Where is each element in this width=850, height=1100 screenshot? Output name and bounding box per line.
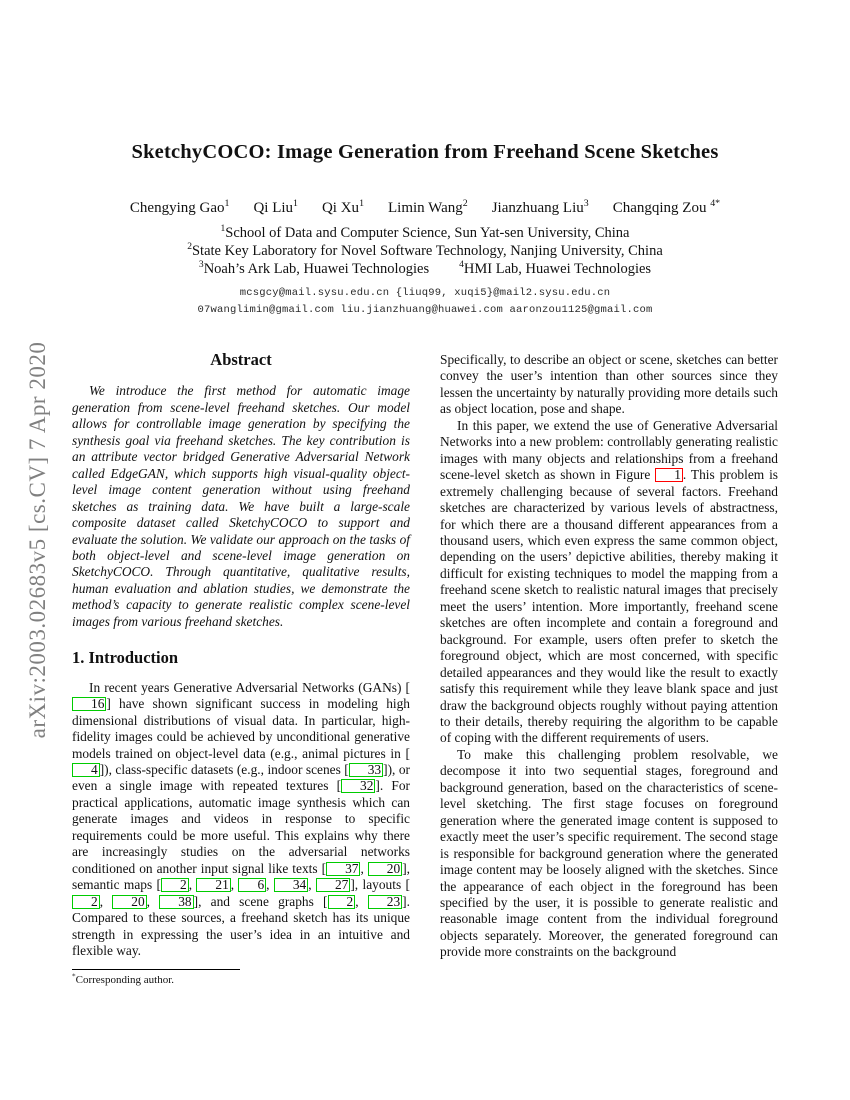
section-heading-introduction: 1. Introduction — [72, 648, 179, 668]
body-paragraph: Specifically, to describe an object or scene, sketches can better convey the user’s intention than other sources since they lessen the uncertainty by naturally providing more details such as object location, pose and shape. — [440, 352, 778, 417]
author-list — [0, 200, 850, 217]
citation-link[interactable]: 23 — [368, 895, 402, 909]
email-line: mcsgcy@mail.sysu.edu.cn {liuq99, xuqi5}@mail2.sysu.edu.cn — [239, 287, 611, 299]
citation-link[interactable]: 21 — [196, 878, 230, 892]
citation-link[interactable]: 6 — [238, 878, 266, 892]
introduction-paragraph: In recent years Generative Adversarial Networks (GANs) [16 ] have shown significant success in modeling high dimensional distributions of visual data. In particular, high-fidelity images could be achieved by unconditional generative models trained on object-level data (e.g., animal pictures in [4 ]), class-specific datasets (e.g., indoor scenes [ 33 ]), or even a single image with repeated textures [ 32 ]. For practical applications, automatic image synthesis which can generate images and videos in response to specific requirements could be more useful. This explains why there are increasingly studies on the adversarial networks conditioned on another input signal like texts [ 37 , 20 ], semantic maps [ 2 , 21 , 6 , 34 , 27 ], layouts [2 , 20 , 38 ], and scene graphs [ 2 , 23 ]. Compared to these sources, a freehand sketch has its unique strength in expressing the user’s idea in an intuitive and flexible way. — [72, 679, 411, 958]
abstract-text: We introduce the first method for automatic image generation from scene-level freehand sketches. Our model allows for controllable image generation by specifying the synthesis goal via freehand sketches. The key contribution is an attribute vector bridged Generative Adversarial Network called EdgeGAN, which supports high visual-quality object-level image content generation without using freehand sketches as training data. We have built a large-scale composite dataset called SketchyCOCO to support and evaluate the solution. We validate our approach on the tasks of both object-level and scene-level image generation on SketchyCOCO. Through quantitative, qualitative results, human evaluation and ablation studies, we demonstrate the method’s capacity to generate realistic complex scene-level images from various freehand sketches. — [72, 383, 410, 629]
citation-link[interactable]: 34 — [274, 878, 308, 892]
citation-link[interactable]: 2 — [161, 878, 189, 892]
citation-link[interactable]: 20 — [368, 862, 402, 876]
footnote-corresponding-author — [72, 974, 410, 986]
citation-link[interactable]: 2 — [328, 895, 356, 909]
affiliation: $^1$School of Data and Computer Science, Sun Yat-sen University, China — [220, 223, 630, 241]
affiliation: $^3$Noah’s Ark Lab, Huawei Technologies — [198, 259, 430, 277]
right-column — [440, 352, 778, 961]
affiliation-line — [0, 242, 850, 260]
citation-link[interactable]: 38 — [159, 895, 193, 909]
citation-link[interactable]: 20 — [112, 895, 146, 909]
citation-link[interactable]: 4 — [72, 763, 100, 777]
affiliation-line — [0, 260, 850, 278]
footnote-label: Corresponding author. — [75, 974, 175, 986]
body-paragraph: To make this challenging problem resolvable, we decompose it into two sequential stages, foreground and background generation, based on the characteristics of scene-level sketching. The first stage focuses on foreground generation where the generated image content is supposed to exactly meet the user’s specific requirement. The second stage is responsible for background generation where the generated image content may be loosely aligned with the sketches. Since the appearance of each object in the foreground has been specified by the user, it is possible to generate realistic and reasonable image content from the individual foreground objects separately. Moreover, the generated foreground can provide more constraints on the background — [440, 746, 778, 960]
left-column — [72, 352, 410, 959]
citation-link[interactable]: 37 — [326, 862, 360, 876]
affiliation-line — [0, 224, 850, 242]
author-name: Qi Liu$^1$ — [253, 198, 298, 216]
citation-link[interactable]: 27 — [316, 878, 350, 892]
author-name: Changqing Zou $^{4*}$ — [612, 198, 721, 216]
abstract-heading: Abstract — [210, 350, 272, 369]
citation-link[interactable]: 16 — [72, 697, 106, 711]
arxiv-watermark: arXiv:2003.02683v5 [cs.CV] 7 Apr 2020 — [25, 341, 50, 739]
affiliation: $^4$HMI Lab, Huawei Technologies — [459, 259, 652, 277]
paper-header — [0, 141, 850, 319]
author-name: Qi Xu$^1$ — [321, 198, 364, 216]
citation-link[interactable]: 33 — [349, 763, 383, 777]
affiliation: $^2$State Key Laboratory for Novel Software Technology, Nanjing University, China — [187, 241, 663, 259]
author-name: Jianzhuang Liu$^3$ — [491, 198, 589, 216]
citation-link[interactable]: 32 — [341, 779, 375, 793]
author-name: Chengying Gao$^1$ — [129, 198, 230, 216]
citation-link[interactable]: 2 — [72, 895, 100, 909]
email-line: 07wanglimin@gmail.com liu.jianzhuang@huawei.com aaronzou1125@gmail.com — [197, 304, 653, 316]
affiliation-list — [0, 224, 850, 278]
body-paragraph: In this paper, we extend the use of Generative Adversarial Networks into a new problem: controllably generating realistic images with many objects and relationships from a freehand scene-level sketch as shown in Figure 1 . This problem is extremely challenging because of several factors. Freehand sketches are characterized by various levels of abstractness, for which there are a thousand different appearances from a thousand users, which even express the same common object, depending on the users’ depictive abilities, thereby making it difficult for existing techniques to model the mapping from a freehand scene sketch to realistic natural images that precisely meet the users’ intention. More importantly, freehand scene sketches are often incomplete and contain a foreground and background. For example, users often prefer to sketch the foreground object, which are most concerned, with specific detailed appearances and they would like the result to exactly satisfy this requirement while they leave blank space and just draw the background objects roughly without paying attention to their details, thereby requiring the algorithm to be capable of coping with the different requirements of users. — [440, 417, 779, 746]
footnote-marker: * — [72, 972, 76, 981]
footnote-block — [72, 969, 410, 986]
footnote-rule — [72, 969, 240, 970]
figure-ref-link[interactable]: 1 — [655, 468, 683, 482]
author-name: Limin Wang$^2$ — [388, 198, 468, 216]
paper-title: SketchyCOCO: Image Generation from Freehand Scene Sketches — [131, 141, 719, 163]
email-lines — [0, 285, 850, 319]
